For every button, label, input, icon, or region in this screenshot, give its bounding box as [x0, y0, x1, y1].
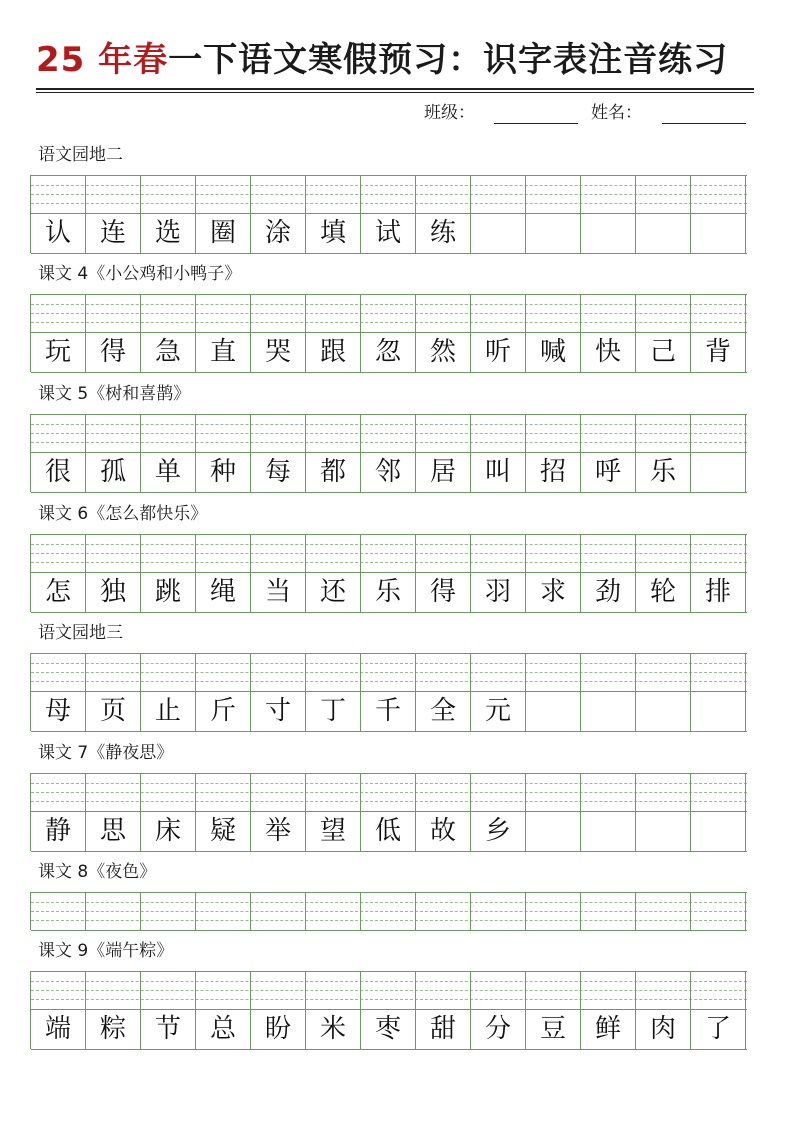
hanzi-character: 劲: [594, 577, 621, 607]
grid-column-line: [470, 893, 471, 930]
hanzi-character: 怎: [44, 577, 71, 607]
pinyin-guideline: [31, 433, 747, 434]
pinyin-guideline: [31, 322, 747, 323]
grid-column-line: [745, 415, 746, 492]
grid-column-line: [470, 774, 471, 851]
grid-column-line: [305, 176, 306, 253]
name-field: [591, 101, 642, 125]
pinyin-guideline: [31, 981, 747, 982]
writing-grid: [30, 294, 747, 372]
hanzi-character: 元: [484, 696, 511, 726]
grid-column-line: [250, 415, 251, 492]
pinyin-guideline: [31, 304, 747, 305]
pinyin-row[interactable]: [31, 972, 747, 1010]
grid-column-line: [580, 176, 581, 253]
pinyin-guideline: [31, 801, 747, 802]
hanzi-character: 还: [319, 577, 346, 607]
character-row: [31, 332, 747, 373]
grid-column-line: [140, 893, 141, 930]
grid-column-line: [195, 176, 196, 253]
grid-column-line: [250, 774, 251, 851]
name-blank[interactable]: [662, 101, 746, 125]
writing-grid: [30, 971, 747, 1049]
grid-column-line: [360, 176, 361, 253]
hanzi-character: 页: [99, 696, 126, 726]
grid-column-line: [140, 535, 141, 612]
grid-column-line: [305, 893, 306, 930]
hanzi-character: 豆: [539, 1014, 566, 1044]
hanzi-character: 绳: [209, 577, 236, 607]
grid-column-line: [415, 972, 416, 1049]
grid-column-line: [745, 535, 746, 612]
hanzi-character: 床: [154, 816, 181, 846]
grid-column-line: [250, 972, 251, 1049]
grid-column-line: [745, 176, 746, 253]
grid-column-line: [85, 774, 86, 851]
hanzi-character: 思: [99, 816, 126, 846]
grid-column-line: [415, 654, 416, 731]
grid-column-line: [250, 295, 251, 372]
grid-column-line: [745, 654, 746, 731]
grid-column-line: [745, 972, 746, 1049]
grid-column-line: [195, 972, 196, 1049]
hanzi-character: 丁: [319, 696, 346, 726]
grid-column-line: [415, 774, 416, 851]
grid-column-line: [580, 893, 581, 930]
grid-column-line: [580, 415, 581, 492]
grid-column-line: [580, 535, 581, 612]
grid-column-line: [195, 415, 196, 492]
pinyin-row[interactable]: [31, 654, 747, 692]
pinyin-row[interactable]: [31, 295, 747, 333]
grid-column-line: [85, 415, 86, 492]
pinyin-guideline: [31, 203, 747, 204]
pinyin-guideline: [31, 194, 747, 195]
grid-column-line: [195, 774, 196, 851]
page-title: [36, 38, 756, 82]
hanzi-character: 都: [319, 457, 346, 487]
hanzi-character: 选: [154, 218, 181, 248]
hanzi-character: 分: [484, 1014, 511, 1044]
pinyin-guideline: [31, 902, 747, 903]
grid-column-line: [415, 415, 416, 492]
hanzi-character: 呼: [594, 457, 621, 487]
hanzi-character: 母: [44, 696, 71, 726]
grid-column-line: [415, 176, 416, 253]
grid-column-line: [360, 415, 361, 492]
pinyin-guideline: [31, 999, 747, 1000]
character-row: [31, 1009, 747, 1050]
section-label: 语文园地二: [38, 145, 123, 165]
section-label: 课文 7《静夜思》: [38, 743, 174, 763]
hanzi-character: 乐: [374, 577, 401, 607]
pinyin-guideline: [31, 424, 747, 425]
hanzi-character: 然: [429, 337, 456, 367]
pinyin-guideline: [31, 185, 747, 186]
section-label: 课文 8《夜色》: [38, 862, 157, 882]
grid-column-line: [470, 415, 471, 492]
hanzi-character: 背: [704, 337, 731, 367]
grid-column-line: [580, 654, 581, 731]
hanzi-character: 千: [374, 696, 401, 726]
pinyin-guideline: [31, 783, 747, 784]
grid-column-line: [470, 176, 471, 253]
hanzi-character: 羽: [484, 577, 511, 607]
pinyin-guideline: [31, 990, 747, 991]
hanzi-character: 哭: [264, 337, 291, 367]
hanzi-character: 单: [154, 457, 181, 487]
section-label: 语文园地三: [38, 623, 123, 643]
hanzi-character: 斤: [209, 696, 236, 726]
pinyin-guideline: [31, 911, 747, 912]
grid-column-line: [85, 535, 86, 612]
hanzi-character: 独: [99, 577, 126, 607]
grid-column-line: [690, 535, 691, 612]
hanzi-character: 望: [319, 816, 346, 846]
grid-column-line: [140, 295, 141, 372]
grid-column-line: [250, 535, 251, 612]
hanzi-character: 涂: [264, 218, 291, 248]
grid-column-line: [360, 295, 361, 372]
hanzi-character: 招: [539, 457, 566, 487]
hanzi-character: 故: [429, 816, 456, 846]
hanzi-character: 跟: [319, 337, 346, 367]
writing-grid: [30, 892, 747, 930]
hanzi-character: 种: [209, 457, 236, 487]
hanzi-character: 孤: [99, 457, 126, 487]
hanzi-character: 全: [429, 696, 456, 726]
class-label: 班级：: [424, 103, 475, 123]
grid-column-line: [305, 415, 306, 492]
hanzi-character: 圈: [209, 218, 236, 248]
grid-column-line: [360, 774, 361, 851]
grid-column-line: [415, 893, 416, 930]
grid-column-line: [250, 654, 251, 731]
grid-column-line: [635, 972, 636, 1049]
pinyin-guideline: [31, 681, 747, 682]
hanzi-character: 枣: [374, 1014, 401, 1044]
character-row: [31, 213, 747, 254]
grid-column-line: [525, 774, 526, 851]
section-label: 课文 9《端午粽》: [38, 941, 174, 961]
grid-column-line: [195, 893, 196, 930]
hanzi-character: 玩: [44, 337, 71, 367]
pinyin-guideline: [31, 792, 747, 793]
grid-column-line: [745, 774, 746, 851]
hanzi-character: 排: [704, 577, 731, 607]
hanzi-character: 乐: [649, 457, 676, 487]
section-label: 课文 4《小公鸡和小鸭子》: [38, 264, 242, 284]
grid-column-line: [525, 893, 526, 930]
pinyin-guideline: [31, 544, 747, 545]
grid-column-line: [635, 774, 636, 851]
hanzi-character: 寸: [264, 696, 291, 726]
pinyin-guideline: [31, 553, 747, 554]
character-row: [31, 572, 747, 613]
hanzi-character: 叫: [484, 457, 511, 487]
grid-column-line: [360, 893, 361, 930]
grid-column-line: [745, 893, 746, 930]
hanzi-character: 忽: [374, 337, 401, 367]
grid-column-line: [85, 176, 86, 253]
grid-column-line: [690, 176, 691, 253]
pinyin-guideline: [31, 672, 747, 673]
grid-column-line: [305, 654, 306, 731]
grid-column-line: [690, 654, 691, 731]
hanzi-character: 很: [44, 457, 71, 487]
grid-column-line: [360, 535, 361, 612]
hanzi-character: 端: [44, 1014, 71, 1044]
pinyin-row[interactable]: [31, 535, 747, 573]
writing-grid: [30, 175, 747, 253]
hanzi-character: 乡: [484, 816, 511, 846]
hanzi-character: 得: [429, 577, 456, 607]
pinyin-guideline: [31, 663, 747, 664]
hanzi-character: 填: [319, 218, 346, 248]
grid-column-line: [85, 654, 86, 731]
grid-column-line: [250, 893, 251, 930]
writing-grid: [30, 414, 747, 492]
grid-column-line: [635, 176, 636, 253]
grid-column-line: [745, 295, 746, 372]
grid-column-line: [470, 972, 471, 1049]
grid-column-line: [470, 654, 471, 731]
hanzi-character: 喊: [539, 337, 566, 367]
grid-column-line: [470, 535, 471, 612]
hanzi-character: 每: [264, 457, 291, 487]
grid-column-line: [525, 295, 526, 372]
grid-column-line: [415, 295, 416, 372]
grid-column-line: [195, 295, 196, 372]
grid-column-line: [580, 295, 581, 372]
grid-column-line: [525, 972, 526, 1049]
hanzi-character: 居: [429, 457, 456, 487]
hanzi-character: 认: [44, 218, 71, 248]
grid-column-line: [635, 295, 636, 372]
grid-column-line: [635, 415, 636, 492]
grid-column-line: [195, 535, 196, 612]
pinyin-guideline: [31, 313, 747, 314]
hanzi-character: 快: [594, 337, 621, 367]
writing-grid: [30, 653, 747, 731]
grid-column-line: [305, 535, 306, 612]
grid-column-line: [690, 295, 691, 372]
grid-column-line: [690, 774, 691, 851]
hanzi-character: 求: [539, 577, 566, 607]
class-blank[interactable]: [494, 101, 578, 125]
grid-column-line: [525, 415, 526, 492]
title-year: 25: [36, 40, 86, 80]
hanzi-character: 粽: [99, 1014, 126, 1044]
pinyin-guideline: [31, 442, 747, 443]
section-label: 课文 6《怎么都快乐》: [38, 504, 208, 524]
hanzi-character: 米: [319, 1014, 346, 1044]
hanzi-character: 低: [374, 816, 401, 846]
grid-column-line: [305, 774, 306, 851]
grid-column-line: [250, 176, 251, 253]
pinyin-guideline: [31, 562, 747, 563]
grid-column-line: [580, 774, 581, 851]
hanzi-character: 盼: [264, 1014, 291, 1044]
class-field: [424, 101, 475, 125]
grid-column-line: [305, 295, 306, 372]
grid-column-line: [305, 972, 306, 1049]
hanzi-character: 举: [264, 816, 291, 846]
grid-column-line: [635, 535, 636, 612]
grid-column-line: [690, 972, 691, 1049]
pinyin-guideline: [31, 920, 747, 921]
grid-column-line: [525, 535, 526, 612]
hanzi-character: 练: [429, 218, 456, 248]
grid-column-line: [415, 535, 416, 612]
grid-column-line: [635, 654, 636, 731]
pinyin-row[interactable]: [31, 415, 747, 453]
hanzi-character: 节: [154, 1014, 181, 1044]
hanzi-character: 得: [99, 337, 126, 367]
character-row: [31, 452, 747, 493]
grid-column-line: [140, 774, 141, 851]
grid-column-line: [360, 972, 361, 1049]
hanzi-character: 连: [99, 218, 126, 248]
grid-column-line: [140, 654, 141, 731]
grid-column-line: [580, 972, 581, 1049]
hanzi-character: 了: [704, 1014, 731, 1044]
grid-column-line: [85, 295, 86, 372]
hanzi-character: 己: [649, 337, 676, 367]
hanzi-character: 鲜: [594, 1014, 621, 1044]
grid-column-line: [140, 972, 141, 1049]
title-main: 一下语文寒假预习：识字表注音练习: [168, 40, 729, 80]
grid-column-line: [690, 893, 691, 930]
pinyin-row[interactable]: [31, 176, 747, 214]
hanzi-character: 甜: [429, 1014, 456, 1044]
hanzi-character: 当: [264, 577, 291, 607]
hanzi-character: 跳: [154, 577, 181, 607]
grid-column-line: [195, 654, 196, 731]
title-season: 年春: [98, 40, 169, 80]
hanzi-character: 疑: [209, 816, 236, 846]
hanzi-character: 静: [44, 816, 71, 846]
grid-column-line: [140, 176, 141, 253]
title-rule-thin: [36, 92, 754, 93]
grid-column-line: [85, 972, 86, 1049]
hanzi-character: 急: [154, 337, 181, 367]
writing-grid: [30, 773, 747, 851]
hanzi-character: 止: [154, 696, 181, 726]
grid-column-line: [85, 893, 86, 930]
section-label: 课文 5《树和喜鹊》: [38, 384, 191, 404]
pinyin-row[interactable]: [31, 893, 747, 931]
hanzi-character: 总: [209, 1014, 236, 1044]
character-row: [31, 691, 747, 732]
hanzi-character: 听: [484, 337, 511, 367]
hanzi-character: 轮: [649, 577, 676, 607]
character-row: [31, 811, 747, 852]
hanzi-character: 试: [374, 218, 401, 248]
name-label: 姓名：: [591, 103, 642, 123]
grid-column-line: [635, 893, 636, 930]
grid-column-line: [525, 654, 526, 731]
title-rule-thick: [36, 88, 754, 90]
grid-column-line: [690, 415, 691, 492]
hanzi-character: 直: [209, 337, 236, 367]
hanzi-character: 肉: [649, 1014, 676, 1044]
grid-column-line: [360, 654, 361, 731]
grid-column-line: [470, 295, 471, 372]
pinyin-row[interactable]: [31, 774, 747, 812]
writing-grid: [30, 534, 747, 612]
hanzi-character: 邻: [374, 457, 401, 487]
grid-column-line: [525, 176, 526, 253]
grid-column-line: [140, 415, 141, 492]
